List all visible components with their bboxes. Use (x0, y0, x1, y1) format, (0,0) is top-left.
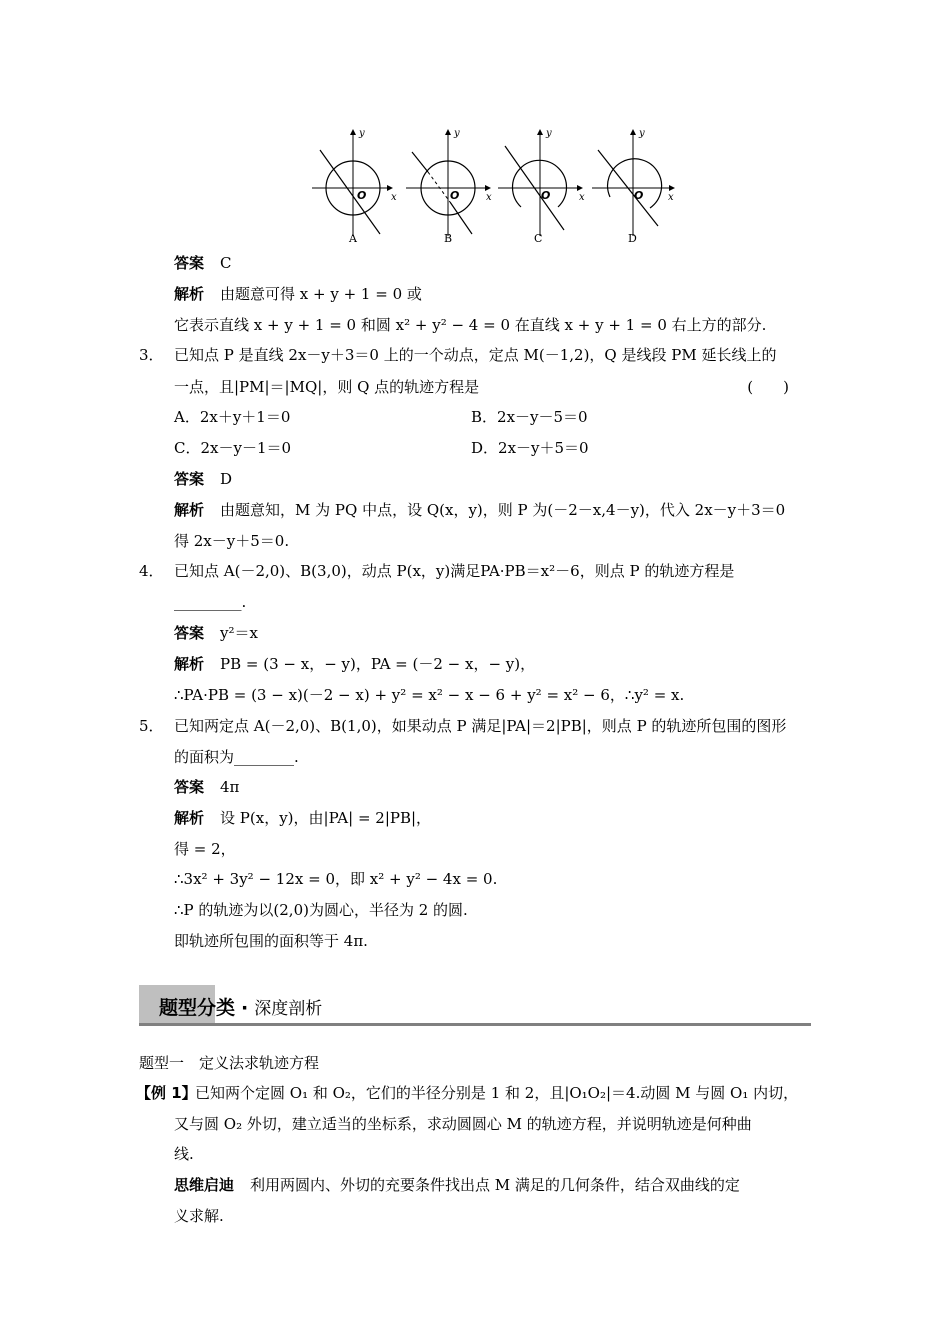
example-1-label: 【例 1】 (136, 1084, 197, 1102)
q4-stem-1: 已知点 A(－2,0)、B(3,0)，动点 P(x，y)满足PA·PB＝x²－6，则点 P 的轨迹方程是 (174, 562, 735, 580)
q3-option-d: D．2x－y＋5＝0 (471, 439, 589, 457)
analysis-label: 解析 (174, 655, 205, 673)
fig-a-y: y (359, 128, 365, 139)
q3-analysis-1: 由题意知，M 为 PQ 中点，设 Q(x，y)，则 P 为(－2－x,4－y)，代入 2x－y＋3＝0 (220, 501, 786, 519)
q2-analysis-line-2: 它表示直线 x + y + 1 = 0 和圆 x² + y² − 4 = 0 在直线 x + y + 1 = 0 右上方的部分. (174, 316, 767, 334)
figure-c (498, 128, 585, 245)
fig-b-origin: O (450, 189, 460, 202)
q5-number: 5． (139, 717, 164, 735)
q5-analysis-line-5: 即轨迹所包围的面积等于 4π. (174, 932, 368, 950)
q5-stem-1: 已知两定点 A(－2,0)、B(1,0)，如果动点 P 满足|PA|＝2|PB|，则点 P 的轨迹所包围的图形 (174, 717, 787, 735)
q3-option-a: A．2x＋y＋1＝0 (174, 408, 291, 426)
q5-analysis-line-1 (174, 807, 431, 829)
section-header (139, 985, 811, 1025)
q2-answer: C (220, 254, 232, 272)
q3-answer: D (220, 470, 233, 488)
q3-analysis-line-1 (174, 499, 785, 521)
q4-answer-line (174, 622, 258, 644)
fig-b-y: y (454, 128, 460, 139)
q4-stem-2: _________. (174, 593, 247, 611)
example-line-3: 线. (174, 1145, 194, 1163)
q5-analysis-line-4: ∴P 的轨迹为以(2,0)为圆心，半径为 2 的圆. (174, 901, 468, 919)
figure-svg (300, 122, 680, 250)
answer-bracket: ( ) (747, 378, 789, 396)
q5-stem-2: 的面积为________. (174, 748, 299, 766)
q5-answer-line (174, 776, 239, 798)
q4-answer: y²＝x (220, 624, 258, 642)
example-line-2: 又与圆 O₂ 外切，建立适当的坐标系，求动圆圆心 M 的轨迹方程，并说明轨迹是何种曲 (174, 1115, 752, 1133)
q5-answer: 4π (220, 778, 240, 796)
fig-c-label: C (534, 232, 543, 245)
type1-heading: 题型一 定义法求轨迹方程 (139, 1054, 320, 1072)
q4-number: 4． (139, 562, 164, 580)
figure-options (300, 122, 680, 250)
q3-stem-1: 已知点 P 是直线 2x－y＋3＝0 上的一个动点，定点 M(－1,2)，Q 是线段 PM 延长线上的 (174, 346, 777, 364)
q5-analysis-line-2: 得 = 2， (174, 840, 236, 858)
fig-c-origin: O (541, 189, 551, 202)
q4-analysis-line-1 (174, 653, 535, 675)
q3-number: 3． (139, 346, 164, 364)
fig-a-origin: O (357, 189, 367, 202)
figure-a (312, 128, 397, 245)
analysis-label: 解析 (174, 285, 205, 303)
q2-answer-line (174, 252, 232, 274)
answer-label: 答案 (174, 624, 205, 642)
hint-line-2: 义求解. (174, 1207, 224, 1225)
q2-analysis-line-1 (174, 283, 422, 305)
fig-a-label: A (349, 232, 357, 245)
analysis-label: 解析 (174, 501, 205, 519)
example-label (136, 1082, 197, 1104)
q5-analysis-line-3: ∴3x² + 3y² − 12x = 0，即 x² + y² − 4x = 0. (174, 870, 498, 888)
section-title-dot: · (241, 997, 249, 1019)
analysis-label: 解析 (174, 809, 205, 827)
answer-label: 答案 (174, 778, 205, 796)
section-title-main: 题型分类 (159, 997, 236, 1019)
q3-option-c: C．2x－y－1＝0 (174, 439, 292, 457)
q3-stem-2: 一点，且|PM|＝|MQ|，则 Q 点的轨迹方程是 (174, 378, 480, 396)
answer-label: 答案 (174, 470, 205, 488)
section-header-rule (139, 1023, 811, 1026)
answer-label: 答案 (174, 254, 205, 272)
q4-analysis-1: PB = (3 − x，− y)，PA = (－2 − x，− y)， (220, 655, 536, 673)
q4-analysis-line-2: ∴PA·PB = (3 − x)(－2 − x) + y² = x² − x − 6 + y² = x² − 6，∴y² = x. (174, 686, 685, 704)
fig-d-label: D (628, 232, 637, 245)
q3-answer-line (174, 468, 232, 490)
fig-d-origin: O (634, 189, 644, 202)
hint-label: 思维启迪 (174, 1176, 235, 1194)
q3-analysis-line-2: 得 2x－y＋5＝0. (174, 532, 290, 550)
figure-d (592, 128, 674, 245)
fig-d-y: y (639, 128, 645, 139)
fig-c-y: y (546, 128, 552, 139)
fig-b-label: B (444, 232, 453, 245)
fig-d-x: x (668, 192, 674, 203)
example-line-1: 已知两个定圆 O₁ 和 O₂，它们的半径分别是 1 和 2，且|O₁O₂|＝4.动圆 M 与圆 O₁ 内切， (195, 1084, 799, 1102)
fig-c-x: x (579, 192, 585, 203)
q5-analysis-1: 设 P(x，y)，由|PA| = 2|PB|， (220, 809, 432, 827)
section-subtitle: 深度剖析 (254, 999, 323, 1019)
fig-a-x: x (391, 192, 397, 203)
q2-analysis-1: 由题意可得 x + y + 1 = 0 或 (220, 285, 422, 303)
fig-b-x: x (486, 192, 492, 203)
q3-stem-2-line (174, 376, 789, 398)
hint-line-1 (174, 1174, 740, 1196)
q3-option-b: B．2x－y－5＝0 (471, 408, 588, 426)
section-title (159, 993, 322, 1020)
figure-b (406, 128, 492, 245)
hint-text-1: 利用两圆内、外切的充要条件找出点 M 满足的几何条件，结合双曲线的定 (250, 1176, 740, 1194)
